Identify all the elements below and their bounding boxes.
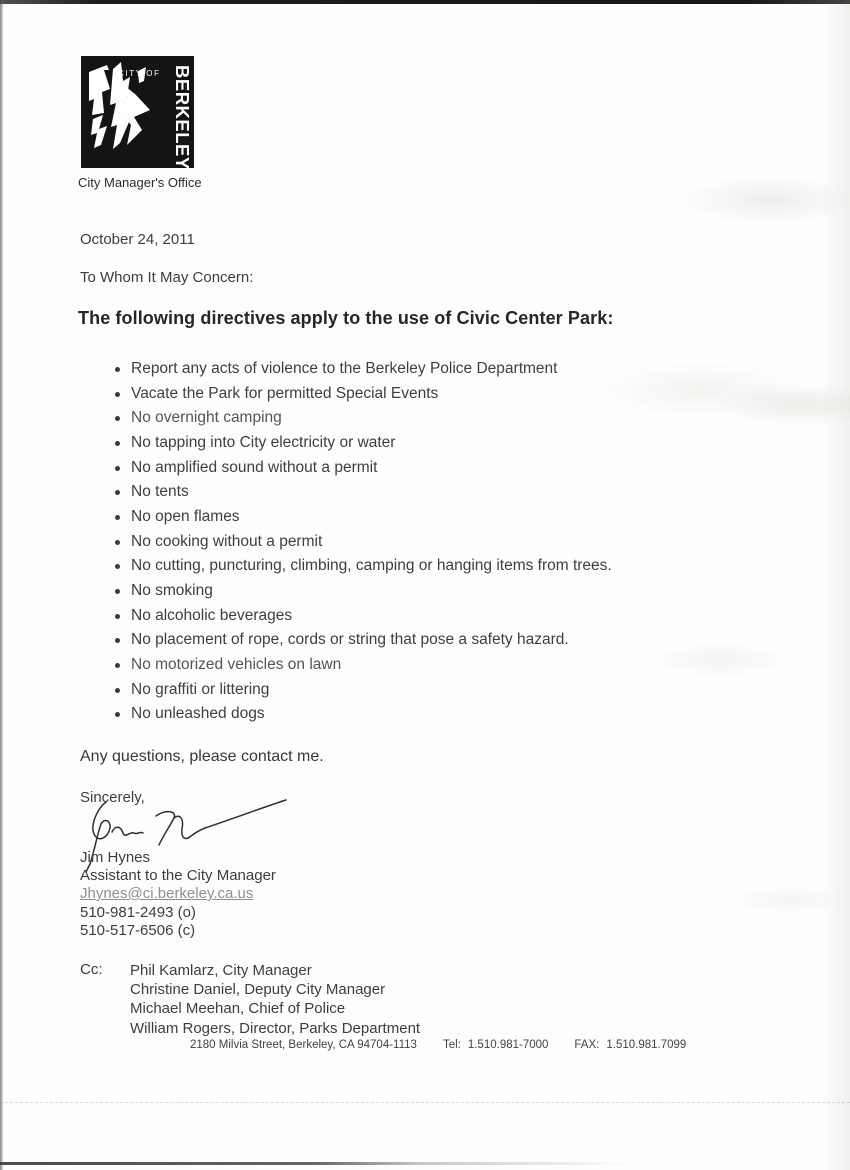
cc-block: [80, 961, 420, 1038]
logo-cityof-text: CITY OF: [118, 69, 161, 78]
signer-phone-cell: 510-517-6506 (c): [80, 922, 196, 939]
cc-name: Phil Kamlarz, City Manager: [130, 962, 312, 979]
directive-item: No smoking: [113, 579, 612, 604]
cc-name: Michael Meehan, Chief of Police: [130, 1000, 346, 1018]
cc-names: [130, 961, 420, 1038]
directives-list: [113, 357, 612, 727]
footer-tel-label: Tel:: [442, 1039, 461, 1051]
berkeley-logo-icon: [80, 55, 195, 169]
salutation: To Whom It May Concern:: [80, 269, 254, 286]
cc-name: William Rogers, Director, Parks Department: [130, 1019, 421, 1037]
signer-name: Jim Hynes: [80, 849, 151, 866]
signer-phone-office: 510-981-2493 (o): [80, 904, 196, 921]
directive-item: No tapping into City electricity or water: [113, 431, 612, 456]
directive-item: No overnight camping: [113, 406, 612, 431]
letter-heading: The following directives apply to the use of Civic Center Park:: [78, 308, 614, 328]
directive-item: No amplified sound without a permit: [113, 456, 612, 481]
directive-item: No motorized vehicles on lawn: [113, 653, 612, 678]
footer-tel: 1.510.981-7000: [467, 1039, 549, 1051]
city-of-berkeley-logo: [80, 55, 195, 169]
directive-item: No unleashed dogs: [113, 702, 612, 727]
directive-item: No cutting, puncturing, climbing, camping or hanging items from trees.: [113, 554, 612, 579]
valediction: Sincerely,: [80, 789, 145, 806]
scan-edge-bottom: [0, 1162, 700, 1165]
directive-item: No graffiti or littering: [113, 678, 612, 703]
scan-edge-top: [0, 0, 850, 4]
footer-fax-label: FAX:: [574, 1039, 600, 1051]
footer-address: 2180 Milvia Street, Berkeley, CA 94704-1113: [190, 1039, 417, 1051]
letter-date: October 24, 2011: [80, 231, 195, 248]
scan-crease-line: [0, 1102, 850, 1103]
cc-label: Cc:: [80, 961, 103, 978]
directive-item: No alcoholic beverages: [113, 604, 612, 629]
directive-item: Vacate the Park for permitted Special Events: [113, 382, 612, 407]
logo-berkeley-text: BERKELEY: [172, 65, 193, 169]
directive-item: No placement of rope, cords or string that pose a safety hazard.: [113, 628, 612, 653]
signer-title: Assistant to the City Manager: [80, 867, 276, 884]
letterhead-footer: [190, 1039, 686, 1051]
footer-fax: 1.510.981.7099: [606, 1039, 687, 1051]
signer-email: Jhynes@ci.berkeley.ca.us: [80, 885, 254, 902]
directive-item: No tents: [113, 480, 612, 505]
contact-note: Any questions, please contact me.: [80, 748, 324, 765]
cc-name: Christine Daniel, Deputy City Manager: [130, 981, 386, 999]
office-name: City Manager's Office: [78, 175, 202, 190]
scan-edge-left: [0, 0, 3, 1170]
directive-item: No cooking without a permit: [113, 530, 612, 555]
directive-item: No open flames: [113, 505, 612, 530]
directive-item: Report any acts of violence to the Berkeley Police Department: [113, 357, 612, 382]
